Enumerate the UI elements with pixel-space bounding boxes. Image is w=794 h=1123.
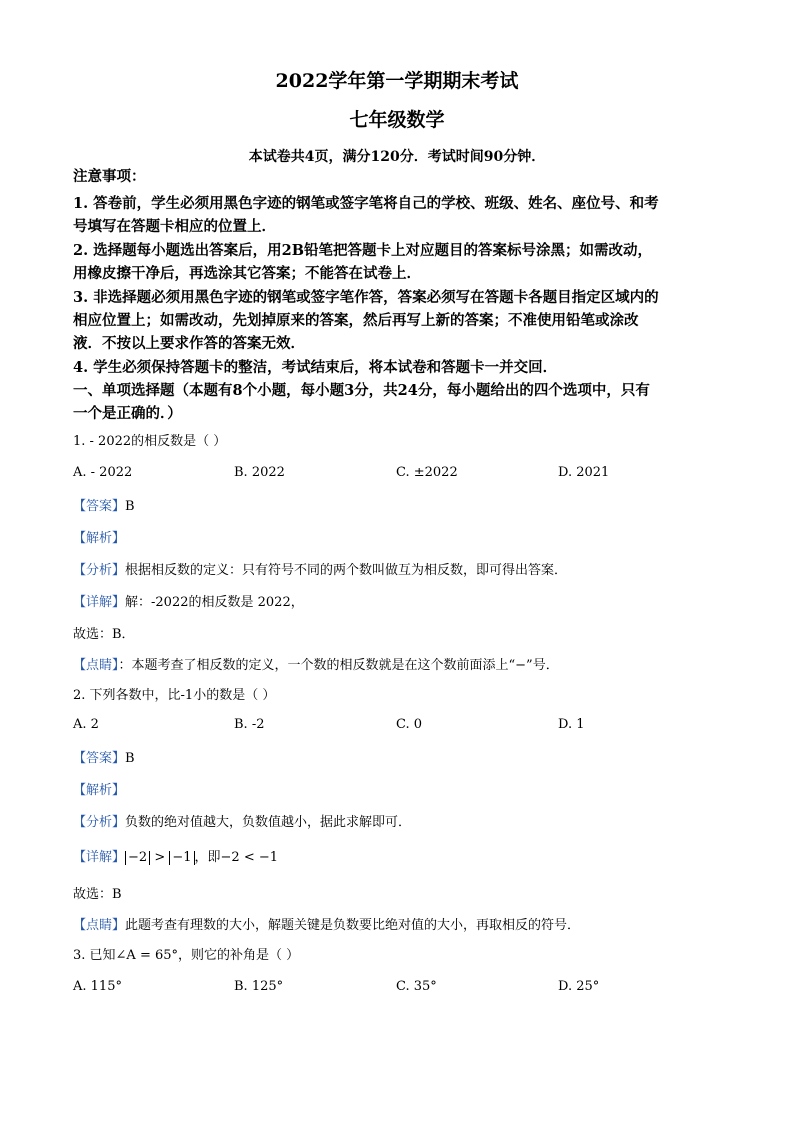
- analysis-tag: 【解析】: [73, 531, 126, 546]
- exam-subject: 七年级数学: [349, 109, 445, 131]
- q2-option-c: C. 0: [396, 717, 423, 732]
- q1-comment: [73, 656, 733, 676]
- q1-answer: [73, 497, 733, 517]
- note-line-2: 号填写在答题卡相应的位置上．: [73, 218, 276, 235]
- note-line-4: 用橡皮擦干净后，再选涂其它答案；不能答在试卷上．: [73, 265, 421, 282]
- q1-option-b: B. 2022: [234, 465, 285, 480]
- q1-choose: 故选：B．: [73, 627, 135, 642]
- answer-tag: 【答案】: [73, 751, 126, 766]
- note-line-1: 1. 答卷前，学生必须用黑色字迹的钢笔或签字笔将自己的学校、班级、姓名、座位号、和考: [73, 195, 659, 212]
- answer-tag: 【答案】: [73, 499, 126, 514]
- q2-choose: 故选：B: [73, 887, 122, 902]
- q3-option-d: D. 25°: [558, 979, 600, 994]
- notes-heading: 注意事项：: [73, 168, 146, 185]
- q2-detail-tail: ，即−2 < −1: [194, 850, 279, 865]
- comment-tag: 【点睛】: [73, 658, 119, 673]
- section-heading-line-1: 一、单项选择题（本题有8个小题，每小题3分，共24分，每小题给出的四个选项中，只有: [73, 382, 650, 399]
- note-line-7: 液．不按以上要求作答的答案无效．: [73, 335, 305, 352]
- abs-value-neg1: −1: [169, 851, 194, 865]
- q1-fenxi-text: 根据相反数的定义：只有符号不同的两个数叫做互为相反数，即可得出答案．: [125, 563, 568, 578]
- q1-comment-text: ：本题考查了相反数的定义，一个数的相反数就是在这个数前面添上“−”号．: [118, 658, 559, 673]
- q1-detail: [73, 593, 733, 613]
- q1-option-c: C. ±2022: [396, 465, 458, 480]
- section-heading-line-2: 一个是正确的．）: [73, 405, 182, 422]
- exam-title: 2022学年第一学期期末考试: [275, 70, 519, 92]
- q3-stem: 3. 已知∠A = 65°，则它的补角是（ ）: [73, 948, 300, 963]
- q3-option-c: C. 35°: [396, 979, 437, 994]
- note-line-8: 4. 学生必须保持答题卡的整洁，考试结束后，将本试卷和答题卡一并交回．: [73, 359, 558, 376]
- exam-info: 本试卷共4页，满分120分．考试时间90分钟．: [248, 149, 546, 165]
- q3-option-a: A. 115°: [73, 979, 122, 994]
- fenxi-tag: 【分析】: [73, 563, 126, 578]
- note-line-3: 2. 选择题每小题选出答案后，用2B铅笔把答题卡上对应题目的答案标号涂黑；如需改动，: [73, 242, 653, 259]
- note-line-5: 3. 非选择题必须用黑色字迹的钢笔或签字笔作答，答案必须写在答题卡各题目指定区域内的: [73, 289, 659, 306]
- q2-detail: [73, 848, 733, 868]
- detail-tag: 【详解】: [73, 850, 126, 865]
- q2-option-b: B. -2: [234, 717, 265, 732]
- q3-option-b: B. 125°: [234, 979, 284, 994]
- q2-stem: 2. 下列各数中，比-1小的数是（ ）: [73, 688, 276, 703]
- q1-option-a: A. - 2022: [73, 465, 133, 480]
- analysis-tag: 【解析】: [73, 783, 126, 798]
- fenxi-tag: 【分析】: [73, 815, 126, 830]
- q2-fenxi: [73, 813, 733, 833]
- note-line-6: 相应位置上；如需改动，先划掉原来的答案，然后再写上新的答案；不准使用铅笔或涂改: [73, 312, 639, 329]
- q2-answer-value: B: [125, 751, 135, 766]
- q1-analysis-tag: [73, 529, 733, 549]
- abs-value-neg2: −2: [125, 851, 150, 865]
- q2-comment-text: 此题考查有理数的大小，解题关键是负数要比绝对值的大小，再取相反的符号．: [125, 918, 581, 933]
- q1-answer-value: B: [125, 499, 135, 514]
- q1-fenxi: [73, 561, 733, 581]
- q2-option-a: A. 2: [73, 717, 99, 732]
- q1-stem: 1. - 2022的相反数是（ ）: [73, 434, 227, 449]
- q2-fenxi-text: 负数的绝对值越大，负数值越小，据此求解即可．: [125, 815, 412, 830]
- q2-comment: [73, 916, 733, 936]
- q2-answer: [73, 749, 733, 769]
- detail-tag: 【详解】: [73, 595, 126, 610]
- gt-sign: >: [150, 850, 170, 865]
- q1-detail-text: 解：-2022的相反数是 2022，: [125, 595, 304, 610]
- comment-tag: 【点睛】: [73, 918, 126, 933]
- q2-analysis-tag: [73, 781, 733, 801]
- q2-option-d: D. 1: [558, 717, 585, 732]
- q1-option-d: D. 2021: [558, 465, 610, 480]
